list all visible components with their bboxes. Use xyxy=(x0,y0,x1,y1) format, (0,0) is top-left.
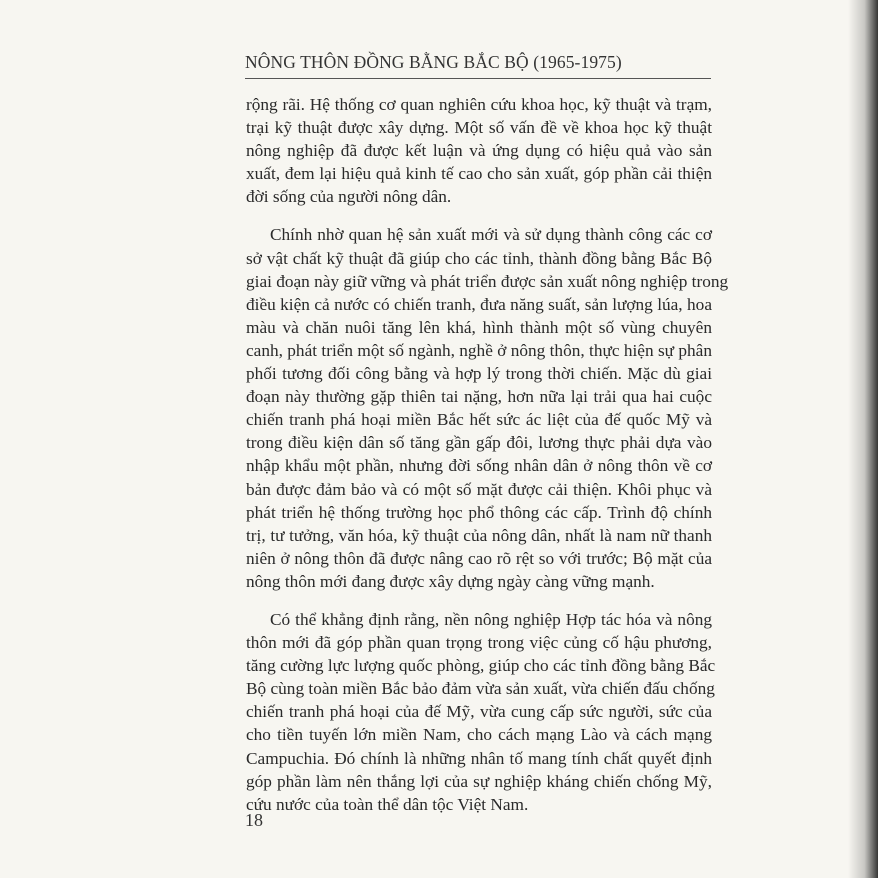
spine-shadow xyxy=(848,0,878,878)
paragraph-1 xyxy=(246,93,712,208)
text-line: rộng rãi. Hệ thống cơ quan nghiên cứu khoa học, kỹ thuật và trạm, xyxy=(246,95,712,114)
text-line: đoạn này thường gặp thiên tai nặng, hơn nữa lại trải qua hai cuộc xyxy=(246,387,712,407)
text-line: thôn mới đã góp phần quan trọng trong việc củng cố hậu phương, xyxy=(246,633,712,653)
text-line: nhập khẩu một phần, nhưng đời sống nhân dân ở nông thôn về cơ xyxy=(246,456,712,476)
text-line: đời sống của người nông dân. xyxy=(246,187,452,207)
text-line: màu và chăn nuôi tăng lên khá, hình thành một số vùng chuyên xyxy=(246,317,712,337)
text-line: điều kiện cả nước có chiến tranh, đưa năng suất, sản lượng lúa, hoa xyxy=(246,294,712,314)
text-line: tăng cường lực lượng quốc phòng, giúp cho các tỉnh đồng bằng Bắc xyxy=(246,656,716,676)
text-line: nông thôn mới đang được xây dựng ngày càng vững mạnh. xyxy=(246,571,655,591)
text-line: chiến tranh phá hoại miền Bắc hết sức ác liệt của đế quốc Mỹ và xyxy=(246,410,712,430)
text-line: phối tương đối công bằng và hợp lý trong thời chiến. Mặc dù giai xyxy=(246,364,712,384)
text-line: trại kỹ thuật được xây dựng. Một số vấn đề về khoa học kỹ thuật xyxy=(246,118,712,138)
text-line: góp phần làm nên thắng lợi của sự nghiệp kháng chiến chống Mỹ, xyxy=(246,771,712,791)
page-number: 18 xyxy=(245,810,263,830)
text-line: Bộ cùng toàn miền Bắc bảo đảm vừa sản xuất, vừa chiến đấu chống xyxy=(246,679,715,699)
text-line: cứu nước của toàn thể dân tộc Việt Nam. xyxy=(246,794,529,814)
text-line: canh, phát triển một số ngành, nghề ở nông thôn, thực hiện sự phân xyxy=(246,340,712,360)
text-line: nông nghiệp đã được kết luận và ứng dụng có hiệu quả vào sản xyxy=(246,141,712,161)
text-line: niên ở nông thôn đã được nâng cao rõ rệt so với trước; Bộ mặt của xyxy=(246,548,712,568)
page-header xyxy=(245,52,715,79)
text-line: bản được đảm bảo và có một số mặt được cải thiện. Khôi phục và xyxy=(246,479,712,499)
text-line: trong điều kiện dân số tăng gần gấp đôi, lương thực phải dựa vào xyxy=(246,433,712,453)
text-line: chiến tranh phá hoại của đế Mỹ, vừa cung cấp sức người, sức của xyxy=(246,702,712,722)
text-line: sở vật chất kỹ thuật đã giúp cho các tỉnh, thành đồng bằng Bắc Bộ xyxy=(246,248,712,268)
text-line: Có thể khẳng định rằng, nền nông nghiệp Hợp tác hóa và nông xyxy=(270,609,712,629)
header-rule xyxy=(245,78,711,79)
text-line: phát triển hệ thống trường học phổ thông các cấp. Trình độ chính xyxy=(246,502,712,522)
paragraph-2 xyxy=(246,223,729,593)
text-line: cho tiền tuyến lớn miền Nam, cho cách mạng Lào và cách mạng xyxy=(246,725,712,745)
text-line: giai đoạn này giữ vững và phát triển được sản xuất nông nghiệp trong xyxy=(246,271,729,291)
text-line: Chính nhờ quan hệ sản xuất mới và sử dụng thành công các cơ xyxy=(270,225,712,245)
text-line: xuất, đem lại hiệu quả kinh tế cao cho sản xuất, góp phần cải thiện xyxy=(246,164,712,184)
paragraph-3 xyxy=(246,608,716,816)
text-line: Campuchia. Đó chính là những nhân tố mang tính chất quyết định xyxy=(246,748,712,768)
text-line: trị, tư tưởng, văn hóa, kỹ thuật của nông dân, nhất là nam nữ thanh xyxy=(246,525,712,545)
body-text xyxy=(246,93,729,831)
running-head: NÔNG THÔN ĐỒNG BẰNG BẮC BỘ (1965-1975) xyxy=(245,52,622,72)
